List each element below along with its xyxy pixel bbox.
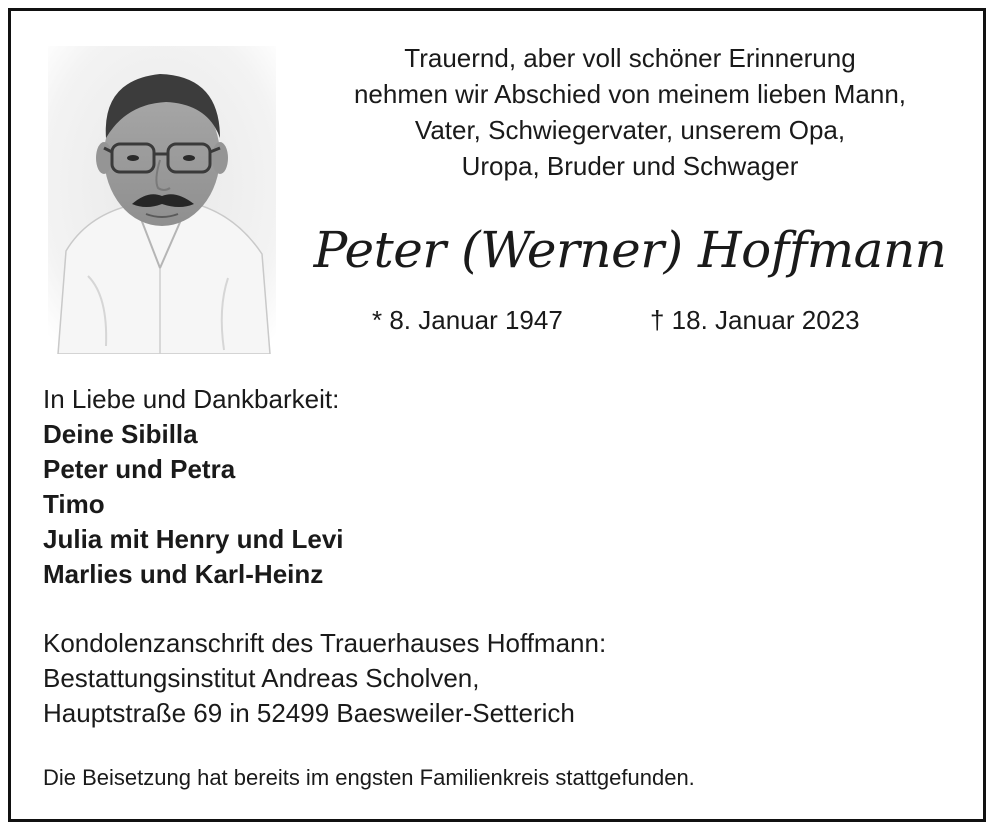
address-line: Bestattungsinstitut Andreas Scholven,: [43, 663, 480, 693]
intro-line: Vater, Schwiegervater, unserem Opa,: [414, 115, 846, 145]
family-member: Timo: [43, 489, 105, 519]
intro-line: Trauernd, aber voll schöner Erinnerung: [404, 43, 856, 73]
thanks-heading: In Liebe und Dankbarkeit:: [43, 384, 340, 414]
intro-line: nehmen wir Abschied von meinem lieben Mann,: [353, 79, 907, 109]
intro-text: [300, 40, 960, 184]
family-section: [43, 382, 344, 592]
address-line: Kondolenzanschrift des Trauerhauses Hoffmann:: [43, 628, 607, 658]
birth-date: * 8. Januar 1947: [372, 305, 563, 335]
address-line: Hauptstraße 69 in 52499 Baesweiler-Setterich: [43, 698, 575, 728]
family-member: Deine Sibilla: [43, 419, 198, 449]
family-member: Julia mit Henry und Levi: [43, 524, 344, 554]
death-date: † 18. Januar 2023: [650, 305, 860, 335]
family-member: Peter und Petra: [43, 454, 236, 484]
deceased-name: Peter (Werner) Hoffmann: [313, 221, 947, 279]
portrait-photo: [48, 46, 276, 354]
intro-line: Uropa, Bruder und Schwager: [461, 151, 799, 181]
family-member: Marlies und Karl-Heinz: [43, 559, 324, 589]
condolence-address: [43, 626, 606, 731]
funeral-note: Die Beisetzung hat bereits im engsten Familienkreis stattgefunden.: [43, 765, 695, 790]
